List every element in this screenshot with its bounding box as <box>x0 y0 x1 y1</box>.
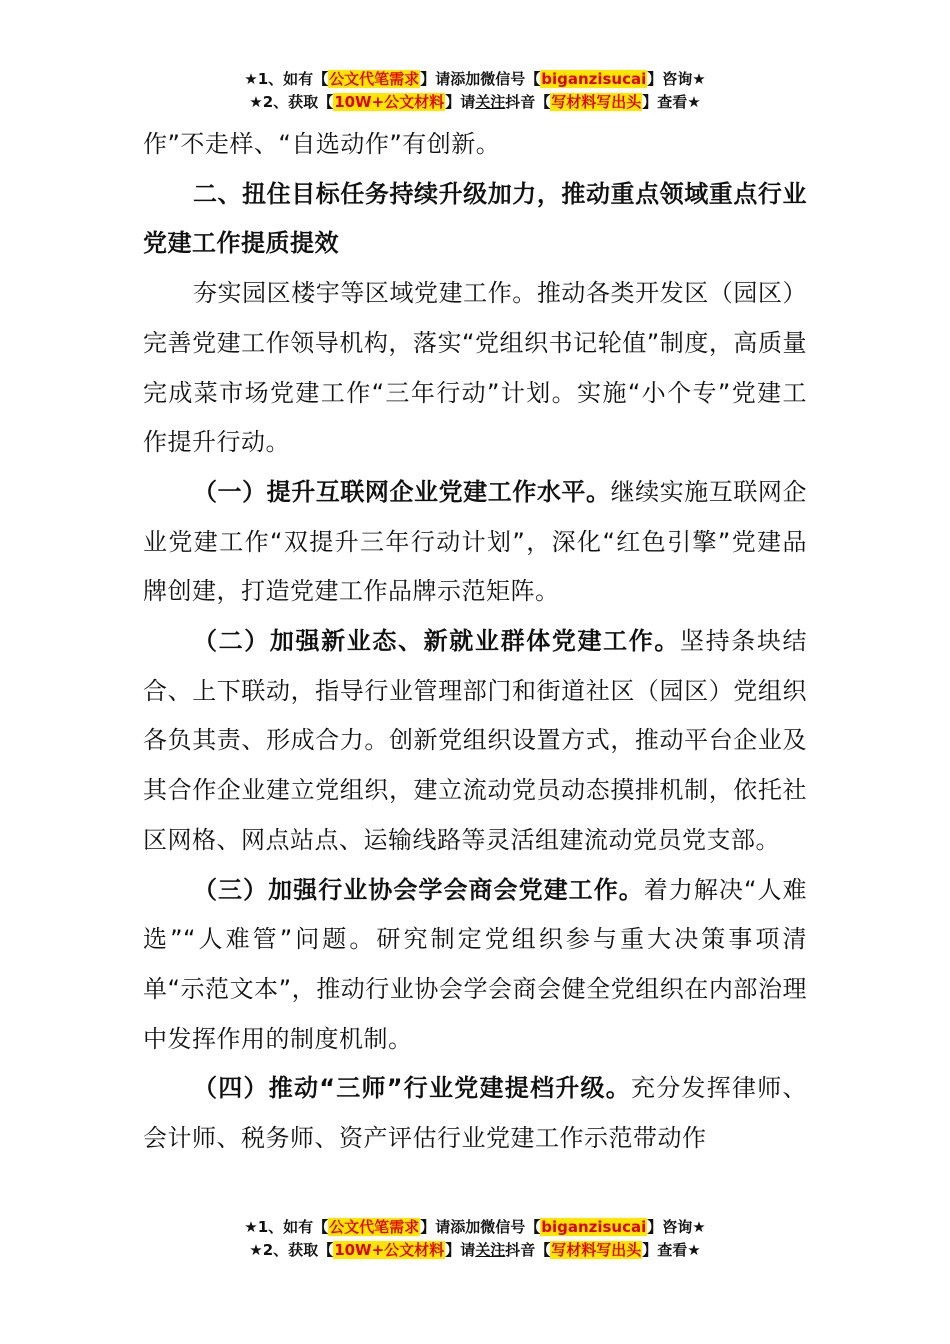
paragraph-continuation: 作”不走样、“自选动作”有创新。 <box>143 130 501 158</box>
subsection-4-title: （四）推动“三师”行业党建提档升级。 <box>193 1074 632 1103</box>
subsection-2 <box>143 617 807 866</box>
footer-notice <box>0 1216 950 1262</box>
header-notice <box>0 68 950 114</box>
footer-highlight-materials: 10W+公文材料 <box>334 1241 445 1259</box>
subsection-4 <box>143 1064 807 1163</box>
highlight-wechat-id: biganzisucai <box>541 70 647 88</box>
subsection-1-title: （一）提升互联网企业党建工作水平。 <box>193 477 611 506</box>
highlight-service: 公文代笔需求 <box>329 70 420 88</box>
subsection-1-text: 继续实施互联网企业党建工作“双提升三年行动计划”，深化“红色引擎”党建品牌创建，打造党建工作品牌示范矩阵。 <box>143 477 807 606</box>
section-heading-2: 二、扭住目标任务持续升级加力，推动重点领域重点行业党建工作提质提效 <box>143 179 807 258</box>
subsection-4-text: 充分发挥律师、会计师、税务师、资产评估行业党建工作示范带动作 <box>143 1074 808 1153</box>
notice-line-1: ★1、如有【公文代笔需求】请添加微信号【biganzisucai】咨询★ <box>244 70 706 88</box>
footer-notice-line-2: ★2、获取【10W+公文材料】请关注抖音【写材料写出头】查看★ <box>249 1241 701 1259</box>
footer-highlight-service: 公文代笔需求 <box>329 1218 420 1236</box>
notice-line-2: ★2、获取【10W+公文材料】请关注抖音【写材料写出头】查看★ <box>249 93 701 111</box>
highlight-materials: 10W+公文材料 <box>334 93 445 111</box>
footer-highlight-wechat-id: biganzisucai <box>541 1218 647 1236</box>
footer-notice-line-1: ★1、如有【公文代笔需求】请添加微信号【biganzisucai】咨询★ <box>244 1218 706 1236</box>
subsection-2-title: （二）加强新业态、新就业群体党建工作。 <box>193 627 680 656</box>
subsection-3-title: （三）加强行业协会学会商会党建工作。 <box>193 875 644 904</box>
underlined-follow: 关注 <box>475 93 506 111</box>
subsection-3 <box>143 866 807 1065</box>
paragraph-intro: 夯实园区楼宇等区域党建工作。推动各类开发区（园区）完善党建工作领导机构，落实“党组织书记轮值”制度，高质量完成菜市场党建工作“三年行动”计划。实施“小个专”党建工作提升行动。 <box>143 279 807 457</box>
document-body <box>143 120 807 1164</box>
subsection-2-text: 坚持条块结合、上下联动，指导行业管理部门和街道社区（园区）党组织各负其责、形成合力。创新党组织设置方式，推动平台企业及其合作企业建立党组织，建立流动党员动态摸排机制，依托社区网格、网点站点、运输线路等灵活组建流动党员党支部。 <box>143 627 808 854</box>
subsection-1 <box>143 468 807 617</box>
footer-underlined-follow: 关注 <box>475 1241 506 1259</box>
highlight-douyin: 写材料写出头 <box>551 93 642 111</box>
subsection-3-text: 着力解决“人难选”“人难管”问题。研究制定党组织参与重大决策事项清单“示范文本”，推动行业协会学会商会健全党组织在内部治理中发挥作用的制度机制。 <box>143 875 807 1053</box>
footer-highlight-douyin: 写材料写出头 <box>551 1241 642 1259</box>
